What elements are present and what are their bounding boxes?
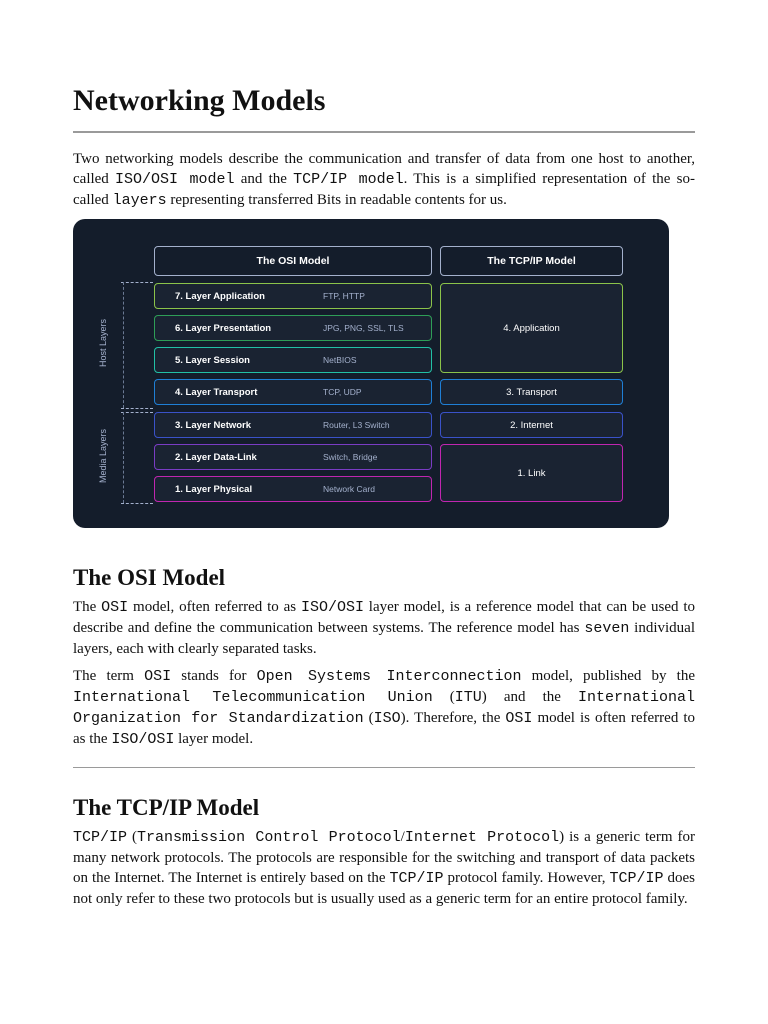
osi-layer-1 xyxy=(154,476,432,502)
tcp-p-code-5: TCP/IP xyxy=(609,870,664,887)
osi-p2-text-6: ( xyxy=(363,710,374,726)
osi-p2-code-7: OSI xyxy=(505,710,533,727)
osi-layer-5-name: 5. Layer Session xyxy=(175,354,250,366)
tcp-p-text-2: / xyxy=(400,829,405,845)
osi-p2-text-8: model is often referred to as the xyxy=(73,710,696,747)
osi-p1-text-1: The xyxy=(73,599,102,615)
osi-p2-text-2: stands for xyxy=(171,668,257,684)
osi-p2-text-5: ) and the xyxy=(481,689,578,705)
tcp-p-text-5: does not only refer to these two protocols but is usually used as a generic term for an entire protocol family. xyxy=(73,870,696,907)
osi-p1-code-3: seven xyxy=(584,620,630,637)
osi-p2-text-3: model, published by the xyxy=(521,668,695,684)
tcp-paragraph xyxy=(73,827,695,909)
layers-divider-dash-1 xyxy=(121,408,153,409)
media-layers-bottom-dash xyxy=(121,503,153,504)
media-layers-bracket xyxy=(123,412,124,503)
tcp-layer-transport: 3. Transport xyxy=(440,379,623,405)
osi-layer-1-name: 1. Layer Physical xyxy=(175,483,253,495)
tcp-p-code-3: Internet Protocol xyxy=(404,829,560,846)
tcp-p-text-1: ( xyxy=(127,829,138,845)
tcp-section-heading: The TCP/IP Model xyxy=(73,795,260,820)
osi-layer-7 xyxy=(154,283,432,309)
osi-paragraph-1 xyxy=(73,597,695,659)
osi-layer-7-protocols: FTP, HTTP xyxy=(323,291,365,301)
media-layers-label: Media Layers xyxy=(98,428,108,484)
osi-p2-text-1: The term xyxy=(73,668,145,684)
osi-layer-6 xyxy=(154,315,432,341)
osi-p2-code-3: International Telecommunication Union xyxy=(73,689,433,706)
osi-p2-code-8: ISO/OSI xyxy=(111,731,175,748)
osi-p2-code-2: Open Systems Interconnection xyxy=(256,668,522,685)
host-layers-top-dash xyxy=(121,282,153,283)
osi-layer-6-name: 6. Layer Presentation xyxy=(175,322,272,334)
osi-layer-2 xyxy=(154,444,432,470)
tcp-p-code-1: TCP/IP xyxy=(73,829,128,846)
intro-text-3: . This is a simplified representation of the so-called xyxy=(73,171,695,208)
osi-layer-6-protocols: JPG, PNG, SSL, TLS xyxy=(323,323,404,333)
osi-paragraph-2 xyxy=(73,666,695,750)
osi-p1-code-2: ISO/OSI xyxy=(300,599,364,616)
tcp-p-text-4: protocol family. However, xyxy=(443,870,610,886)
intro-code-3: layers xyxy=(112,192,167,209)
tcp-layer-application: 4. Application xyxy=(440,283,623,373)
osi-p2-code-1: OSI xyxy=(144,668,172,685)
osi-p2-code-6: ISO xyxy=(373,710,401,727)
tcp-p-code-4: TCP/IP xyxy=(389,870,444,887)
osi-p1-text-2: model, often referred to as xyxy=(128,599,301,615)
osi-p2-code-5: International Organization for Standardization xyxy=(73,689,696,727)
title-divider xyxy=(73,131,695,133)
osi-p1-code-1: OSI xyxy=(101,599,129,616)
osi-layer-2-protocols: Switch, Bridge xyxy=(323,452,378,462)
tcp-p-text-3: ) is a generic term for many network protocols. The protocols are responsible for the switching and transport of data packets on the Internet. The Internet is entirely based on the xyxy=(73,829,696,886)
tcp-layer-link: 1. Link xyxy=(440,444,623,502)
osi-layer-3 xyxy=(154,412,432,438)
osi-layer-4-name: 4. Layer Transport xyxy=(175,386,258,398)
osi-layer-2-name: 2. Layer Data-Link xyxy=(175,451,257,463)
intro-code-1: ISO/OSI model xyxy=(115,171,235,188)
osi-p2-text-4: ( xyxy=(432,689,455,705)
layers-divider-dash-2 xyxy=(121,412,153,413)
tcp-p-code-2: Transmission Control Protocol xyxy=(137,829,401,846)
osi-layer-3-protocols: Router, L3 Switch xyxy=(323,420,390,430)
osi-layer-1-protocols: Network Card xyxy=(323,484,375,494)
osi-layer-4-protocols: TCP, UDP xyxy=(323,387,362,397)
tcp-model-header: The TCP/IP Model xyxy=(440,246,623,276)
osi-p2-text-9: layer model. xyxy=(174,731,254,747)
intro-text-1: Two networking models describe the communication and transfer of data from one host to another, called xyxy=(73,151,695,187)
osi-layer-5 xyxy=(154,347,432,373)
networking-models-figure xyxy=(73,219,669,528)
osi-section-heading: The OSI Model xyxy=(73,565,226,590)
intro-text-2: and the xyxy=(234,171,294,187)
osi-model-header: The OSI Model xyxy=(154,246,432,276)
osi-p2-text-7: ). Therefore, the xyxy=(400,710,506,726)
osi-layer-3-name: 3. Layer Network xyxy=(175,419,252,431)
osi-layer-4 xyxy=(154,379,432,405)
intro-code-2: TCP/IP model xyxy=(293,171,404,188)
page-title: Networking Models xyxy=(73,84,326,117)
osi-layer-7-name: 7. Layer Application xyxy=(175,290,265,302)
section-divider xyxy=(73,767,695,768)
intro-paragraph xyxy=(73,149,695,211)
osi-p1-text-4: individual layers, each with clearly separated tasks. xyxy=(73,620,695,657)
osi-p2-code-4: ITU xyxy=(454,689,482,706)
osi-layer-5-protocols: NetBIOS xyxy=(323,355,357,365)
intro-text-4: representing transferred Bits in readable contents for us. xyxy=(166,192,507,208)
host-layers-label: Host Layers xyxy=(98,318,108,368)
tcp-layer-internet: 2. Internet xyxy=(440,412,623,438)
osi-p1-text-3: layer model, is a reference model that can be used to describe and define the communication between systems. The reference model has xyxy=(73,599,696,636)
host-layers-bracket xyxy=(123,282,124,408)
